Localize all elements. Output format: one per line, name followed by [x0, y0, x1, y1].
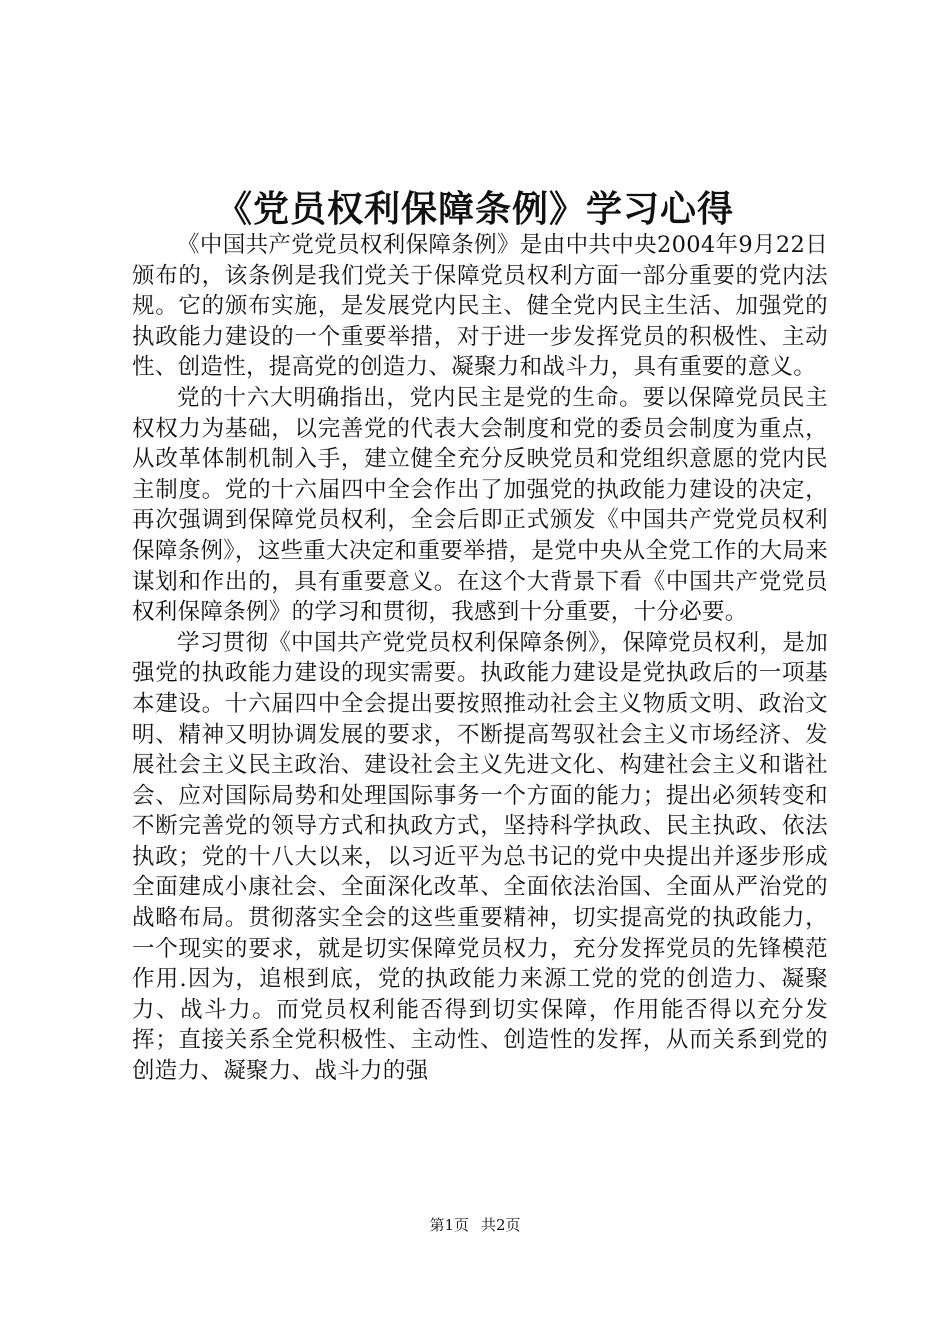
document-body — [132, 230, 828, 1087]
page-number: 第1页 — [429, 1216, 469, 1234]
paragraph-3: 学习贯彻《中国共产党党员权利保障条例》，保障党员权利，是加强党的执政能力建设的现实需要。执政能力建设是党执政后的一项基本建设。十六届四中全会提出要按照推动社会主义物质文明、政治文明、精神又明协调发展的要求，不断提高驾驭社会主义市场经济、发展社会主义民主政治、建设社会主义先进文化、构建社会主义和谐社会、应对国际局势和处理国际事务一个方面的能力；提出必须转变和不断完善党的领导方式和执政方式，坚持科学执政、民主执政、依法执政；党的十八大以来，以习近平为总书记的党中央提出并逐步形成全面建成小康社会、全面深化改革、全面依法治国、全面从严治党的战略布局。贯彻落实全会的这些重要精神，切实提高党的执政能力，一个现实的要求，就是切实保障党员权力，充分发挥党员的先锋模范作用.因为，追根到底，党的执政能力来源工党的党的创造力、凝聚力、战斗力。而党员权利能否得到切实保障，作用能否得以充分发挥；直接关系全党积极性、主动性、创造性的发挥，从而关系到党的创造力、凝聚力、战斗力的强 — [132, 629, 828, 1085]
page-total: 共2页 — [481, 1216, 521, 1234]
document-title: 《党员权利保障条例》学习心得 — [215, 189, 734, 230]
paragraph-2: 党的十六大明确指出，党内民主是党的生命。要以保障党员民主权权力为基础，以完善党的代表大会制度和党的委员会制度为重点，从改革体制机制入手，建立健全充分反映党员和党组织意愿的党内民主制度。党的十六届四中全会作出了加强党的执政能力建设的决定，再次强调到保障党员权利，全会后即正式颁发《中国共产党党员权利保障条例》，这些重大决定和重要举措，是党中央从全党工作的大局来谋划和作出的，具有重要意义。在这个大背景下看《中国共产党党员权利保障条例》的学习和贯彻，我感到十分重要，十分必要。 — [132, 384, 828, 626]
page-footer — [0, 1215, 950, 1235]
paragraph-1: 《中国共产党党员权利保障条例》是由中共中央2004年9月22日颁布的，该条例是我们党关于保障党员权利方面一部分重要的党内法规。它的颁布实施，是发展党内民主、健全党内民主生活、加强党的执政能力建设的一个重要举措，对于进一步发挥党员的积极性、主动性、创造性，提高党的创造力、凝聚力和战斗力，具有重要的意义。 — [132, 232, 828, 381]
